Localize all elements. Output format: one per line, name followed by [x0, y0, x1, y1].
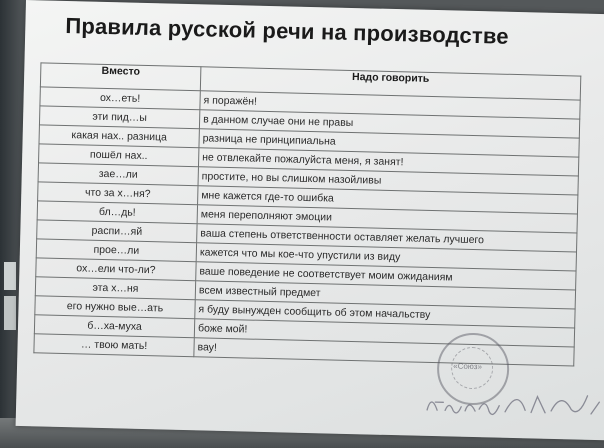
- rules-table: [33, 62, 581, 366]
- phrase-say: я буду вынужден сообщить об этом начальству: [195, 300, 575, 328]
- phrase-say: простите, но вы слишком назойливы: [198, 167, 578, 195]
- frame-sticker: [4, 262, 16, 290]
- phrase-say: не отвлекайте пожалуйста меня, я занят!: [198, 148, 578, 176]
- phrase-instead: б…ха-муха: [34, 315, 194, 338]
- phrase-say: я поражён!: [200, 91, 580, 119]
- phrase-instead: прое…ли: [36, 239, 196, 262]
- phrase-instead: какая нах.. разница: [39, 125, 199, 148]
- header-say: Надо говорить: [200, 67, 580, 100]
- notice-sheet: [16, 0, 604, 441]
- phrase-say: кажется что мы кое-что упустили из виду: [196, 243, 576, 271]
- phrase-say: вау!: [194, 338, 574, 366]
- page-title: Правила русской речи на производстве: [65, 12, 510, 49]
- phrase-say: в данном случае они не правы: [199, 110, 579, 138]
- phrase-instead: бл…дь!: [37, 201, 197, 224]
- phrase-instead: ох…еть!: [40, 87, 200, 110]
- phrase-instead: распи…яй: [37, 220, 197, 243]
- frame-sticker: [4, 296, 16, 330]
- phrase-instead: что за х…ня?: [38, 182, 198, 205]
- phrase-instead: его нужно вые…ать: [35, 296, 195, 319]
- phrase-instead: эта х…ня: [35, 277, 195, 300]
- phrase-say: ваша степень ответственности оставляет желать лучшего: [197, 224, 577, 252]
- phrase-say: всем известный предмет: [195, 281, 575, 309]
- phrase-instead: ох…ели что-ли?: [36, 258, 196, 281]
- phrase-say: боже мой!: [194, 319, 574, 347]
- phrase-instead: пошёл нах..: [39, 144, 199, 167]
- stamp-label: «Союз»: [453, 361, 483, 372]
- phrase-say: разница не принципиальна: [199, 129, 579, 157]
- phrase-say: ваше поведение не соответствует моим ожиданиям: [196, 262, 576, 290]
- phrase-instead: зае…ли: [38, 163, 198, 186]
- phrase-instead: … твою мать!: [34, 334, 194, 357]
- phrase-say: меня переполняют эмоции: [197, 205, 577, 233]
- handwritten-signature: [421, 380, 604, 425]
- header-instead: Вместо: [40, 63, 201, 91]
- phrase-say: мне кажется где-то ошибка: [198, 186, 578, 214]
- phrase-instead: эти пид…ы: [39, 106, 199, 129]
